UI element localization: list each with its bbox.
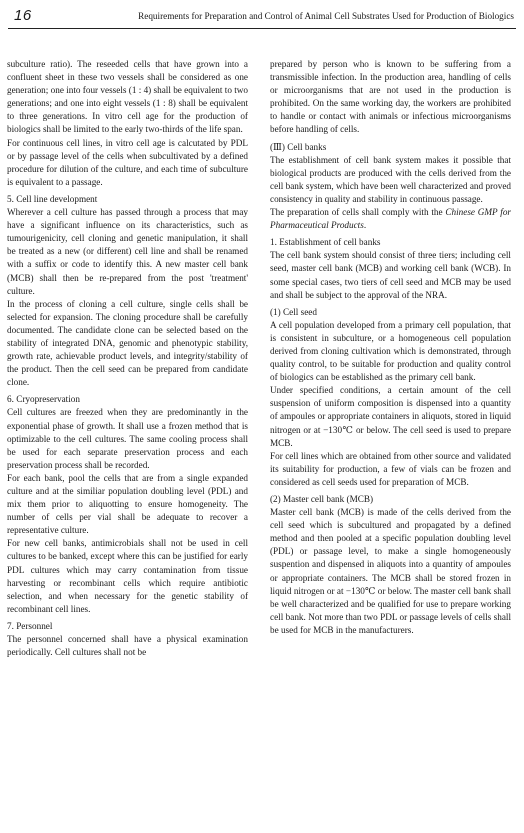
paragraph-establishment: The cell bank system should consist of three tiers; including cell seed, master cell bank (MCB) and working cell bank (WCB). In some special cases, two tiers of cell seed and MCB may be used and shall be subject to the approval of the NRA. (270, 250, 511, 300)
paragraph-personnel-cont: prepared by person who is known to be suffering from a transmissible infection. In the production area, handling of cells or microorganisms that are not used in the production is prohibited. On the same working day, the workers are prohibited to handle or contact with animals or infectious microorganisms before handling of cells. (270, 59, 511, 135)
gmp-text-post: . (363, 220, 367, 231)
running-title: Requirements for Preparation and Control of Animal Cell Substrates Used for Production of Biologics (138, 11, 514, 21)
paragraph-cell-line-development-2: In the process of cloning a cell culture, single cells shall be selected for expansion. The cloning procedure shall be carefully documented. The candidate clone can be selected based on the stability of integrated DNA, genomic and phenotypic stability, growth rate, achievable product levels, and integrity/stability of the product. Then the cell seed can be prepared from candidate clone. (7, 298, 248, 388)
paragraph-personnel: The personnel concerned shall have a physical examination periodically. Cell cultures shall not be (7, 634, 248, 658)
gmp-title: Chinese GMP for Pharmaceutical Products (270, 207, 512, 231)
page-header (8, 6, 516, 29)
paragraph-cell-seed-1: A cell population developed from a primary cell population, that is consistent in subculture, or a homogeneous cell population derived from cloning cultivation which is demonstrated, through quality control, to be suitable for production and quality control of biologics can be established as the primary cell bank. (270, 319, 511, 383)
heading-cryopreservation: 6. Cryopreservation (7, 394, 80, 405)
paragraph-continuous-lines: For continuous cell lines, in vitro cell age is calcutated by PDL or by passage level of the cells when subcultivated by a defined procedure for dilution of the culture, and each time of subculture is equivalent to a passage. (7, 137, 248, 187)
paragraph-master-cell-bank: Master cell bank (MCB) is made of the cells derived from the cell seed which is subcultured and propagated by a defined method and then pooled at a specific population doubling level (PDL) or passage level, to make a single homogeneously suspention and dispensed in aliquots into a quantity of ampoules or appropriate containers. The MCB shall be stored frozen in liquid nitrogen or at −130℃ or below. The master cell bank shall be well characterized and be qualified for use to prepare working cell bank. Not more than two PDL or passage levels of cells shall be used for MCB in the manufacturers. (270, 507, 511, 635)
paragraph-cryopreservation-2: For each bank, pool the cells that are from a single expanded culture and at the similiar population doubling level (PDL) and mix them prior to aliquotting to ensure homogeneity. The number of cells per vial shall be adequate to recover a representative culture. (7, 472, 248, 536)
paragraph-subculture: subculture ratio). The reseeded cells that have grown into a confluent sheet in these two vessels shall be considered as one generation; one into four vessels (1 : 4) shall be equivalent to two generations; and one into eight vessels (1 : 8) shall be equivalent to three generations. In vitro cell age for the production of biologics shall be limited to the early two-thirds of the life span. (7, 59, 248, 135)
right-column (270, 58, 511, 637)
heading-cell-seed: (1) Cell seed (270, 306, 317, 317)
heading-personnel: 7. Personnel (7, 620, 53, 631)
paragraph-cell-banks-1: The establishment of cell bank system makes it possible that biological products are produced with the cells derived from the cell bank system, which have been well characterized and proved consistency in quality and stability in continuous passage. (270, 154, 511, 204)
left-column (7, 58, 248, 659)
paragraph-cryopreservation-1: Cell cultures are freezed when they are predominantly in the exponential phase of growth. It shall use a frozen method that is optimizable to the cell cultures. The same cooling process shall be used for each separate preservation process and each preservation process shall be recorded. (7, 407, 248, 470)
gmp-text-pre: The preparation of cells shall comply with the (270, 207, 446, 218)
paragraph-cell-line-development-1: Wherever a cell culture has passed through a process that may have a significant influence on its characteristics, such as tumourigenicity, cell cloning and genetic manipulation, it shall be treated as a new (or different) cell line and shall be renamed with a suffix or code to identify this. A new master cell bank (MCB) shall then be re-prepared from the post 'treatment' culture. (7, 207, 248, 296)
paragraph-cryopreservation-3: For new cell banks, antimicrobials shall not be used in cell cultures to be banked, except where this can be justified for early PDL cultures which may carry contamination from tissue harvesting or recombinant cells which require antibiotic selection, and when necessary for the genetic stability of recombinant cell lines. (7, 538, 248, 614)
heading-cell-banks: (Ⅲ) Cell banks (270, 141, 327, 152)
paragraph-cell-seed-2: Under specified conditions, a certain amount of the cell suspension of uniform composition is dispensed into a quantity of ampoules or appropriate containers in aliquots, stored in liquid nitrogen or at −130℃ or below. The cell seed is used to prepare MCB. (270, 385, 511, 448)
paragraph-cell-banks-2 (270, 206, 511, 232)
heading-cell-line-development: 5. Cell line development (7, 193, 98, 204)
paragraph-cell-seed-3: For cell lines which are obtained from other source and validated its suitability for production, a few of vials can be frozen and considered as cell seeds used for preparation of MCB. (270, 450, 511, 487)
heading-establishment: 1. Establishment of cell banks (270, 237, 381, 248)
heading-master-cell-bank: (2) Master cell bank (MCB) (270, 494, 374, 504)
page-number: 16 (14, 7, 32, 24)
